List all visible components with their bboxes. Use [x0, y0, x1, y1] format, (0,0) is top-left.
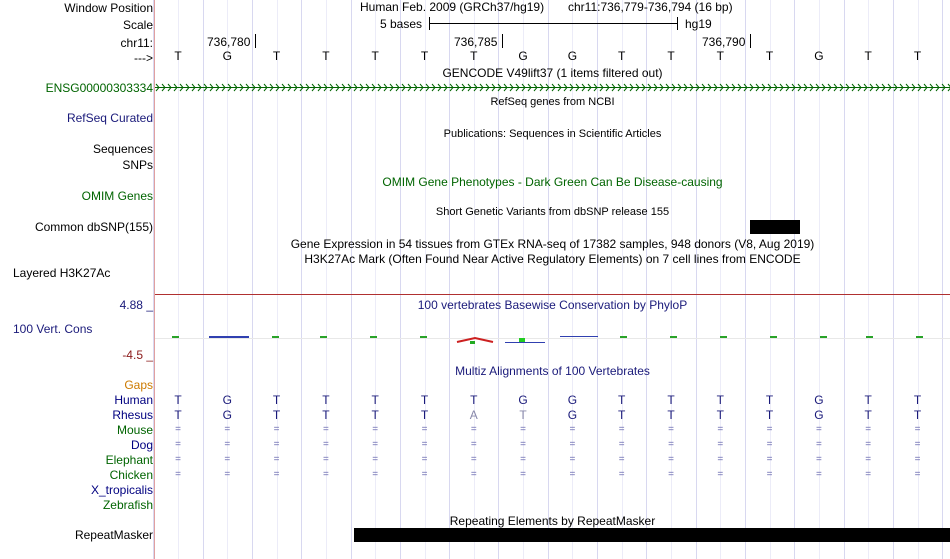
coord-tick-2 — [502, 34, 503, 48]
alignment-base: T — [371, 408, 379, 422]
alignment-base: = — [618, 469, 625, 480]
refseq-track-label[interactable]: RefSeq Curated — [66, 111, 153, 125]
alignment-base: T — [420, 408, 429, 422]
reference-base: T — [322, 49, 330, 63]
alignment-base: T — [913, 408, 922, 422]
alignment-base: T — [371, 393, 379, 407]
dbsnp-track-title: Short Genetic Variants from dbSNP release 155 — [435, 206, 670, 218]
scale-bar-db: hg19 — [685, 17, 712, 31]
alignment-base: T — [765, 408, 774, 422]
alignment-base: = — [421, 439, 428, 450]
alignment-base: = — [815, 454, 822, 465]
alignment-base: T — [618, 393, 626, 407]
alignment-base: = — [766, 439, 773, 450]
alignment-base: T — [765, 393, 774, 407]
reference-base: T — [272, 49, 281, 63]
gtex-track-title: Gene Expression in 54 tissues from GTEx RNA-seq of 17382 samples, 948 donors (V8, Aug 2019) — [290, 237, 815, 251]
position-readout: chr11:736,779-736,794 (16 bp) — [568, 0, 733, 14]
assembly-title: Human Feb. 2009 (GRCh37/hg19) — [360, 0, 545, 14]
sequences-track-label[interactable]: Sequences — [92, 142, 153, 156]
alignment-base: = — [421, 424, 428, 435]
alignment-base: T — [667, 408, 675, 422]
alignment-base: T — [420, 393, 429, 407]
alignment-base: T — [470, 393, 478, 407]
alignment-base: G — [222, 408, 232, 422]
dbsnp-variant-block[interactable] — [750, 220, 800, 234]
alignment-base: = — [372, 454, 379, 465]
h3k27ac-baseline — [155, 294, 950, 295]
conservation-track-label[interactable]: 100 Vert. Cons — [13, 322, 93, 336]
alignment-base: T — [913, 393, 922, 407]
reference-base: G — [222, 49, 232, 63]
gencode-gene-feature[interactable] — [155, 81, 950, 95]
coord-tick-3 — [750, 34, 751, 48]
alignment-base: = — [815, 424, 822, 435]
alignment-base: T — [618, 408, 626, 422]
alignment-base: G — [567, 408, 578, 422]
phylop-track-title: 100 vertebrates Basewise Conservation by PhyloP — [417, 298, 688, 312]
alignment-base: G — [814, 408, 824, 422]
reference-base: G — [567, 49, 578, 63]
alignment-base: = — [322, 424, 329, 435]
reference-base: T — [716, 49, 724, 63]
alignment-base: = — [520, 454, 527, 465]
coord-label-2: 736,785 — [454, 35, 498, 49]
alignment-base: = — [470, 424, 477, 435]
alignment-base: = — [618, 454, 625, 465]
alignment-base: G — [567, 393, 578, 407]
ensg-track-label[interactable]: ENSG00000303334 — [45, 81, 153, 95]
scale-bar-left-cap — [429, 17, 430, 30]
alignment-base: = — [421, 454, 428, 465]
alignment-base: = — [175, 439, 181, 450]
alignment-base: G — [814, 393, 824, 407]
alignment-base: T — [322, 393, 330, 407]
reference-base: T — [667, 49, 675, 63]
gencode-track-title: GENCODE V49lift37 (1 items filtered out) — [442, 66, 663, 80]
reference-base: T — [371, 49, 379, 63]
alignment-base: = — [569, 439, 576, 450]
alignment-base: = — [224, 439, 231, 450]
alignment-base: = — [815, 439, 822, 450]
scale-bar-right-cap — [677, 17, 678, 30]
scale-bar — [429, 23, 678, 24]
reference-base: G — [518, 49, 528, 63]
omim-track-title: OMIM Gene Phenotypes - Dark Green Can Be Disease-causing — [382, 175, 723, 189]
alignment-base: = — [569, 454, 576, 465]
alignment-base: A — [469, 408, 478, 422]
alignment-base: G — [222, 393, 232, 407]
alignment-base: = — [224, 424, 231, 435]
coord-label-1: 736,780 — [207, 35, 251, 49]
alignment-base: T — [174, 408, 182, 422]
species-label-dog[interactable]: Dog — [130, 438, 153, 452]
alignment-base: = — [865, 469, 872, 480]
alignment-base: = — [668, 454, 674, 465]
alignment-base: T — [667, 393, 675, 407]
alignment-base: = — [865, 454, 872, 465]
alignment-base: = — [322, 469, 329, 480]
repeatmasker-track-title: Repeating Elements by RepeatMasker — [449, 514, 656, 528]
alignment-base: = — [717, 439, 724, 450]
alignment-base: = — [520, 469, 527, 480]
alignment-base: = — [470, 439, 477, 450]
species-label-zebrafish[interactable]: Zebrafish — [102, 498, 153, 512]
reference-base: T — [470, 49, 478, 63]
reference-base: T — [765, 49, 774, 63]
alignment-base: = — [520, 424, 527, 435]
alignment-base: = — [865, 439, 872, 450]
scale-bar-text: 5 bases — [380, 17, 423, 31]
alignment-base: = — [470, 469, 477, 480]
alignment-base: T — [272, 408, 281, 422]
h3k27ac-track-title: H3K27Ac Mark (Often Found Near Active Regulatory Elements) on 7 cell lines from ENCODE — [304, 252, 801, 266]
alignment-base: = — [914, 454, 921, 465]
alignment-base: = — [175, 424, 181, 435]
repeatmasker-track-label[interactable]: RepeatMasker — [74, 528, 153, 542]
alignment-base: = — [618, 424, 625, 435]
alignment-base: = — [766, 454, 773, 465]
repeatmasker-element[interactable] — [354, 528, 950, 542]
alignment-base: T — [716, 408, 724, 422]
conservation-max-label: 4.88 _ — [119, 298, 153, 312]
alignment-base: = — [470, 454, 477, 465]
coord-tick-1 — [255, 34, 256, 48]
dbsnp-track-label[interactable]: Common dbSNP(155) — [34, 220, 153, 234]
scale-label: Scale — [122, 18, 153, 32]
species-label-rhesus[interactable]: Rhesus — [112, 408, 153, 422]
alignment-base: = — [322, 439, 329, 450]
alignment-base: = — [668, 469, 674, 480]
refseq-track-title: RefSeq genes from NCBI — [490, 96, 615, 108]
reference-base: T — [864, 49, 872, 63]
alignment-base: = — [569, 424, 576, 435]
alignment-base: = — [668, 424, 674, 435]
reference-base: T — [174, 49, 182, 63]
alignment-base: T — [322, 408, 330, 422]
publications-track-title: Publications: Sequences in Scientific Articles — [443, 128, 662, 140]
window-position-label: Window Position — [64, 1, 153, 15]
alignment-base: T — [519, 408, 527, 422]
species-label-mouse[interactable]: Mouse — [116, 423, 153, 437]
alignment-base: T — [716, 393, 724, 407]
reference-base: T — [913, 49, 922, 63]
alignment-base: = — [717, 469, 724, 480]
alignment-base: = — [766, 469, 773, 480]
h3k27ac-track-label[interactable]: Layered H3K27Ac — [13, 266, 111, 280]
alignment-base: = — [914, 469, 921, 480]
species-label-x_tropicalis[interactable]: X_tropicalis — [90, 483, 153, 497]
alignment-base: = — [914, 439, 921, 450]
reference-base: T — [420, 49, 429, 63]
alignment-base: = — [372, 424, 379, 435]
alignment-base: = — [273, 454, 280, 465]
strand-arrow-label: ---> — [134, 51, 153, 65]
alignment-base: = — [421, 469, 428, 480]
alignment-base: = — [372, 469, 379, 480]
alignment-base: = — [372, 439, 379, 450]
chr-label: chr11: — [120, 36, 153, 50]
alignment-base: T — [174, 393, 182, 407]
gaps-track-label[interactable]: Gaps — [124, 378, 153, 392]
alignment-base: = — [815, 469, 822, 480]
alignment-base: = — [322, 454, 329, 465]
alignment-base: = — [520, 439, 527, 450]
multiz-track-title: Multiz Alignments of 100 Vertebrates — [455, 364, 650, 378]
alignment-base: = — [273, 424, 280, 435]
alignment-base: = — [273, 469, 280, 480]
alignment-base: T — [864, 408, 872, 422]
conservation-min-label: -4.5 _ — [122, 348, 153, 362]
alignment-base: = — [717, 454, 724, 465]
reference-base: T — [618, 49, 626, 63]
species-label-human[interactable]: Human — [114, 393, 153, 407]
alignment-base: = — [273, 439, 280, 450]
alignment-base: = — [224, 454, 231, 465]
alignment-base: = — [618, 439, 625, 450]
alignment-base: = — [175, 469, 181, 480]
alignment-base: T — [864, 393, 872, 407]
omim-track-label[interactable]: OMIM Genes — [81, 189, 153, 203]
alignment-base: = — [914, 424, 921, 435]
alignment-base: T — [272, 393, 281, 407]
alignment-base: = — [224, 469, 231, 480]
reference-base: G — [814, 49, 824, 63]
alignment-base: = — [865, 424, 872, 435]
alignment-base: = — [717, 424, 724, 435]
species-label-chicken[interactable]: Chicken — [109, 468, 153, 482]
snps-track-label[interactable]: SNPs — [122, 158, 153, 172]
alignment-base: = — [766, 424, 773, 435]
alignment-base: G — [518, 393, 528, 407]
alignment-base: = — [175, 454, 181, 465]
alignment-base: = — [569, 469, 576, 480]
coord-label-3: 736,790 — [702, 35, 746, 49]
alignment-base: = — [668, 439, 674, 450]
species-label-elephant[interactable]: Elephant — [105, 453, 153, 467]
